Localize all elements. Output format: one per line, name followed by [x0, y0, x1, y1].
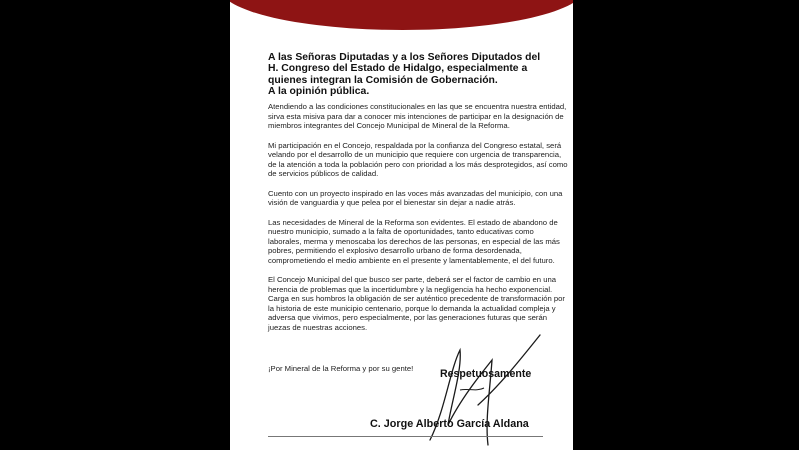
body-paragraph: El Concejo Municipal del que busco ser parte, deberá ser el factor de cambio en una herencia de problemas que la incertidumbre y la negligencia ha hecho exponencial. Carga en sus hombros la obligación de ser auténtico precedente de transformación por la historia de este municipio centenario, porque lo demanda la actualidad compleja y adversa que vivimos, pero especialmente, por las generaciones futuras que serán juezas de nuestras acciones.	[268, 275, 565, 332]
header-banner	[230, 0, 573, 30]
body-paragraph: Las necesidades de Mineral de la Reforma son evidentes. El estado de abandono de nuestro municipio, sumado a la falta de oportunidades, tanto educativas como laborales, merma y menoscaba los derechos de las personas, en especial de las más pobres, permitiendo el explosivo desarrollo urbano de forma desordenada, comprometiendo el medio ambiente en el presente y lamentablemente, el del futuro.	[268, 217, 560, 265]
heading-line: A la opinión pública.	[268, 86, 370, 98]
body-paragraph: Mi participación en el Concejo, respaldada por la confianza del Congreso estatal, será velando por el desarrollo de un municipio que requiere con urgencia de transparencia, de la atención a toda la población pero con prioridad a los más desprotegidos, así como de servicios públicos de calidad.	[268, 140, 568, 178]
body-paragraph: Atendiendo a las condiciones constitucionales en las que se encuentra nuestra entidad, sirva esta misiva para dar a conocer mis intenciones de participar en la designación de miembros integrantes del Concejo Municipal de Mineral de la Reforma.	[268, 102, 567, 130]
signature-line	[268, 436, 543, 437]
letter-body	[268, 102, 568, 342]
heading-line: A las Señoras Diputadas y a los Señores Diputados del	[268, 52, 541, 63]
heading-line: quienes integran la Comisión de Gobernación.	[268, 74, 498, 86]
respectfully-label: Respetuosamente	[440, 368, 532, 380]
heading-line: H. Congreso del Estado de Hidalgo, especialmente a	[268, 63, 528, 75]
signer-name: C. Jorge Alberto García Aldana	[370, 418, 529, 430]
closing-line: ¡Por Mineral de la Reforma y por su gente!	[268, 364, 414, 373]
letter-page	[230, 0, 573, 450]
body-paragraph: Cuento con un proyecto inspirado en las voces más avanzadas del municipio, con una visión de vanguardia y que pelea por el bienestar sin dejar a nadie atrás.	[268, 188, 563, 207]
letter-heading	[268, 52, 568, 98]
signature	[390, 330, 560, 450]
